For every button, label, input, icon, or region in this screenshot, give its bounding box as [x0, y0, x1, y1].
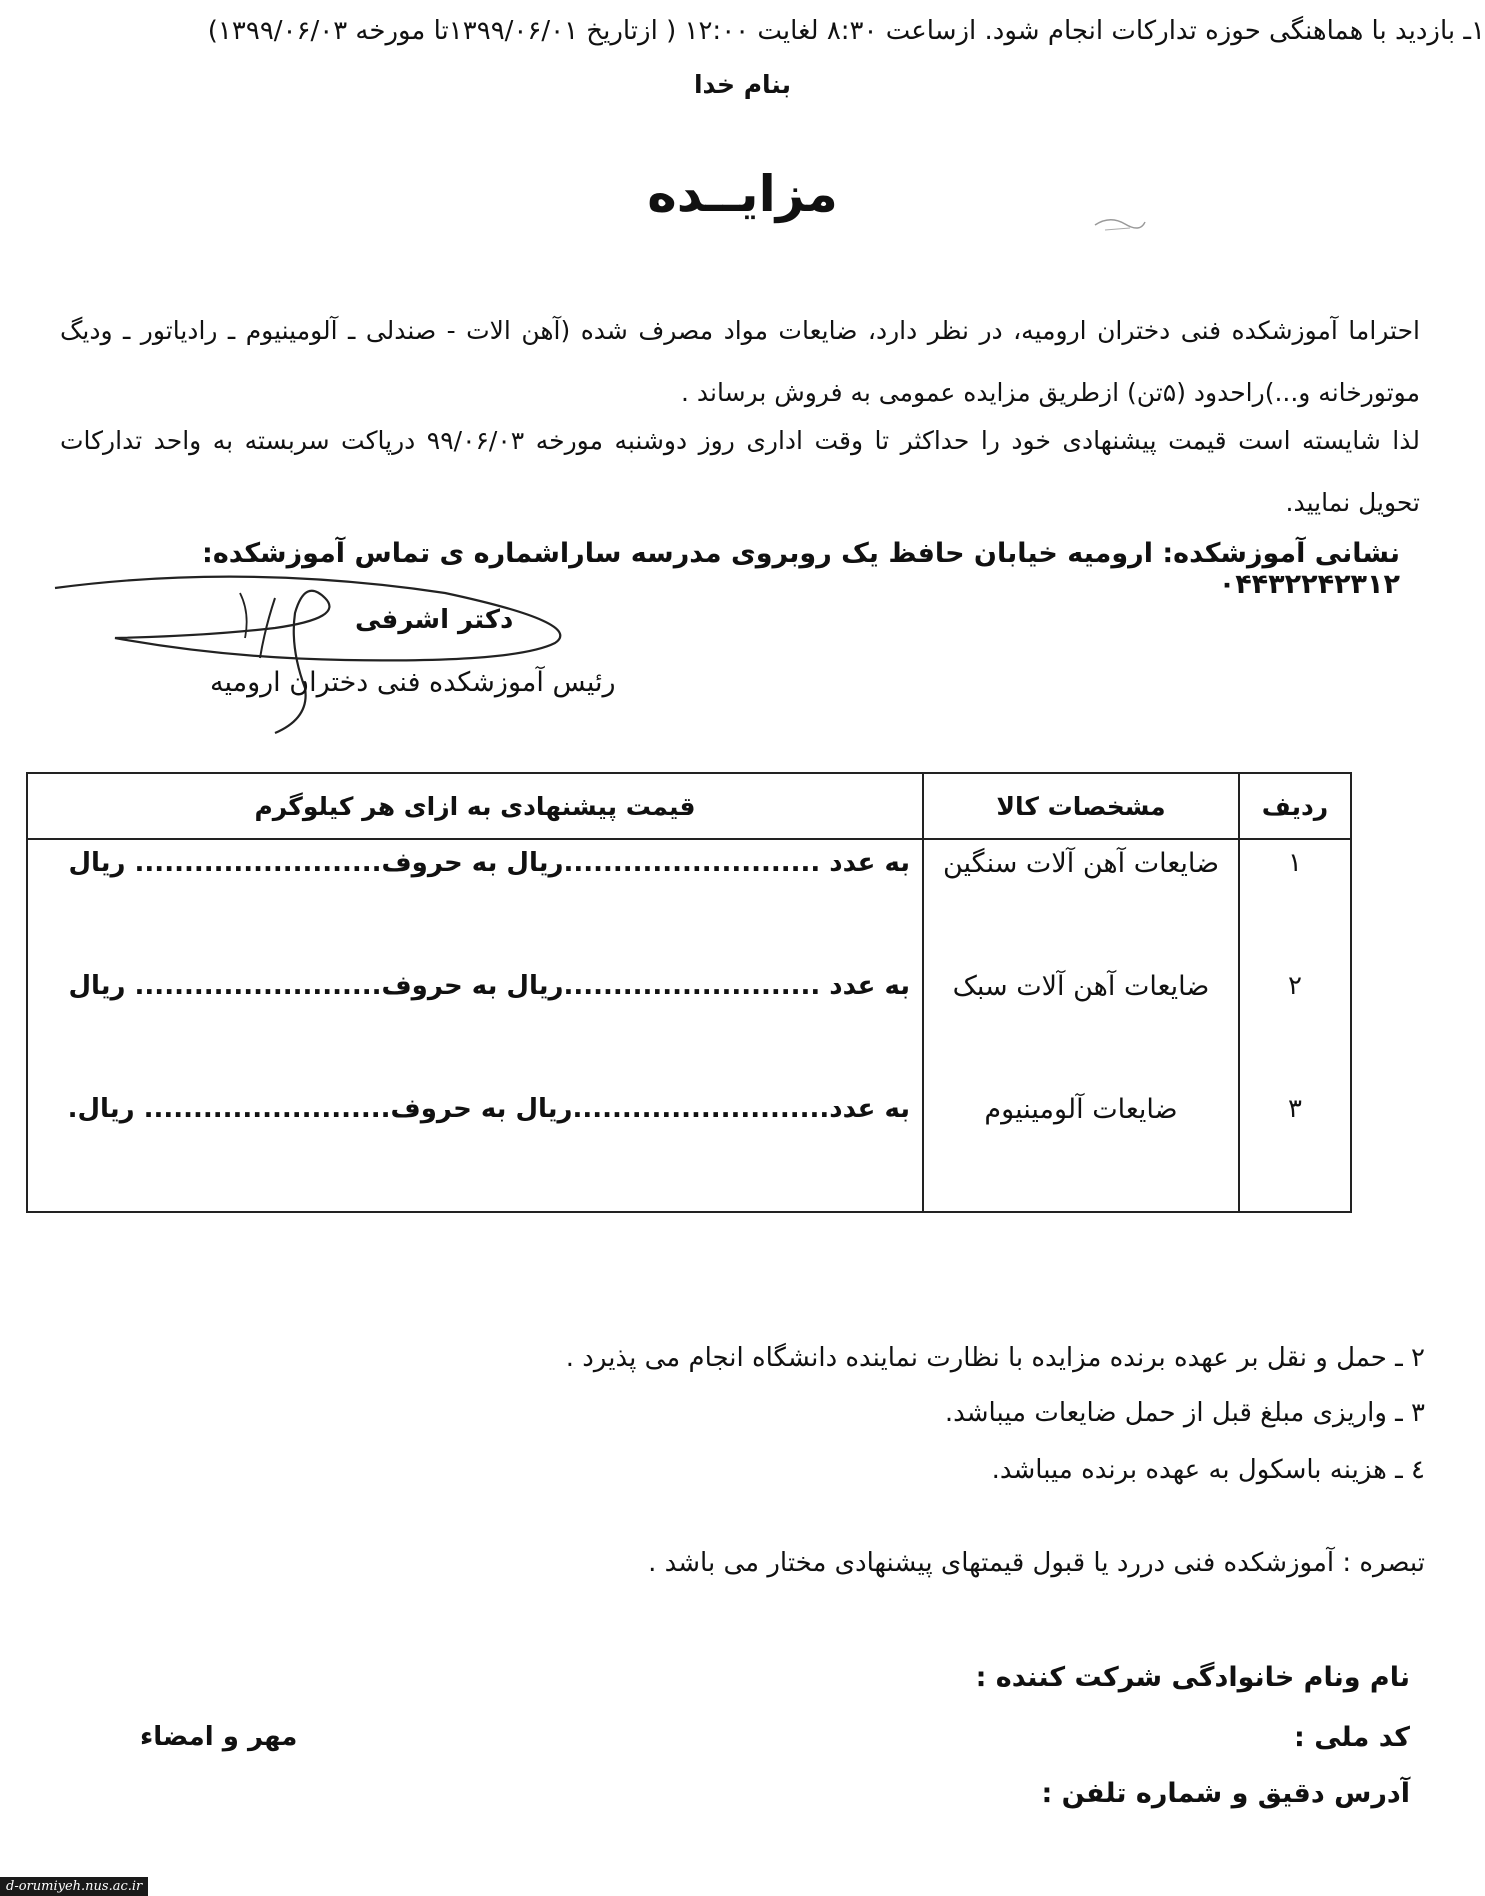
- note-clause: تبصره : آموزشکده فنی دررد یا قبول قیمتهای پیشنهادی مختار می باشد .: [648, 1548, 1425, 1578]
- deadline-paragraph: لذا شایسته است قیمت پیشنهادی خود را حداکثر تا وقت اداری روز دوشنبه مورخه ۹۹/۰۶/۰۳ درپاکت سربسته به واحد تدارکات تحویل نمایید.: [60, 426, 1420, 517]
- signatory-name: دکتر اشرفی: [355, 605, 514, 635]
- table-header-row: [27, 773, 1351, 839]
- address-phone-label: آدرس دقیق و شماره تلفن :: [1041, 1778, 1410, 1809]
- table-row: [27, 963, 1351, 1086]
- intro-paragraph: احتراما آموزشکده فنی دختران ارومیه، در نظر دارد، ضایعات مواد مصرف شده (آهن الات - صندلی ـ آلومینیوم ـ رادیاتور ـ ودیگ موتورخانه و...)راحدود (۵تن) ازطریق مزایده عمومی به فروش برساند .: [60, 316, 1420, 407]
- handwritten-signature: [45, 568, 585, 738]
- item-description: ضایعات آهن آلات سنگین: [923, 839, 1239, 963]
- signatory-role: رئیس آموزشکده فنی دختران ارومیه: [210, 667, 616, 698]
- header-price: قیمت پیشنهادی به ازای هر کیلوگرم: [27, 773, 923, 839]
- school-address: نشانی آموزشکده: ارومیه خیابان حافظ یک روبروی مدرسه ساراشماره ی تماس آموزشکده: ۰۴۴۳۲۲۴۲۳۱۲: [202, 538, 1400, 600]
- national-id-label: کد ملی :: [1294, 1722, 1410, 1753]
- row-number: ۱: [1239, 839, 1351, 963]
- site-watermark: d-orumiyeh.nus.ac.ir: [0, 1877, 148, 1896]
- header-row-number: ردیف: [1239, 773, 1351, 839]
- item-description: ضایعات آلومینیوم: [923, 1086, 1239, 1212]
- condition-payment: ۳ ـ واریزی مبلغ قبل از حمل ضایعات میباشد.: [944, 1398, 1425, 1428]
- condition-scale-cost: ٤ ـ هزینه باسکول به عهده برنده میباشد.: [991, 1455, 1425, 1485]
- document-title: مزایــده: [647, 165, 838, 223]
- price-field: به عدد ..........................ریال به حروف......................... ریال: [27, 963, 923, 1086]
- table-row: [27, 839, 1351, 963]
- row-number: ۳: [1239, 1086, 1351, 1212]
- stamp-signature-label: مهر و امضاء: [140, 1722, 298, 1752]
- table-row: [27, 1086, 1351, 1212]
- basmala-heading: بنام خدا: [693, 70, 792, 99]
- scan-speck: [1090, 210, 1150, 240]
- condition-visit: ۱ـ بازدید با هماهنگی حوزه تدارکات انجام شود. ازساعت ۸:۳۰ لغایت ۱۲:۰۰ ( ازتاریخ ۱۳۹۹/۰۶/۰۱تا مورخه ۱۳۹۹/۰۶/۰۳): [207, 16, 1485, 46]
- row-number: ۲: [1239, 963, 1351, 1086]
- header-item-spec: مشخصات کالا: [923, 773, 1239, 839]
- items-table: [26, 772, 1352, 1213]
- participant-name-label: نام ونام خانوادگی شرکت کننده :: [975, 1662, 1410, 1693]
- price-field: به عدد..........................ریال به حروف......................... ریال.: [27, 1086, 923, 1212]
- condition-transport: ۲ ـ حمل و نقل بر عهده برنده مزایده با نظارت نماینده دانشگاه انجام می پذیرد .: [565, 1343, 1425, 1373]
- price-field: به عدد ..........................ریال به حروف......................... ریال: [27, 839, 923, 963]
- item-description: ضایعات آهن آلات سبک: [923, 963, 1239, 1086]
